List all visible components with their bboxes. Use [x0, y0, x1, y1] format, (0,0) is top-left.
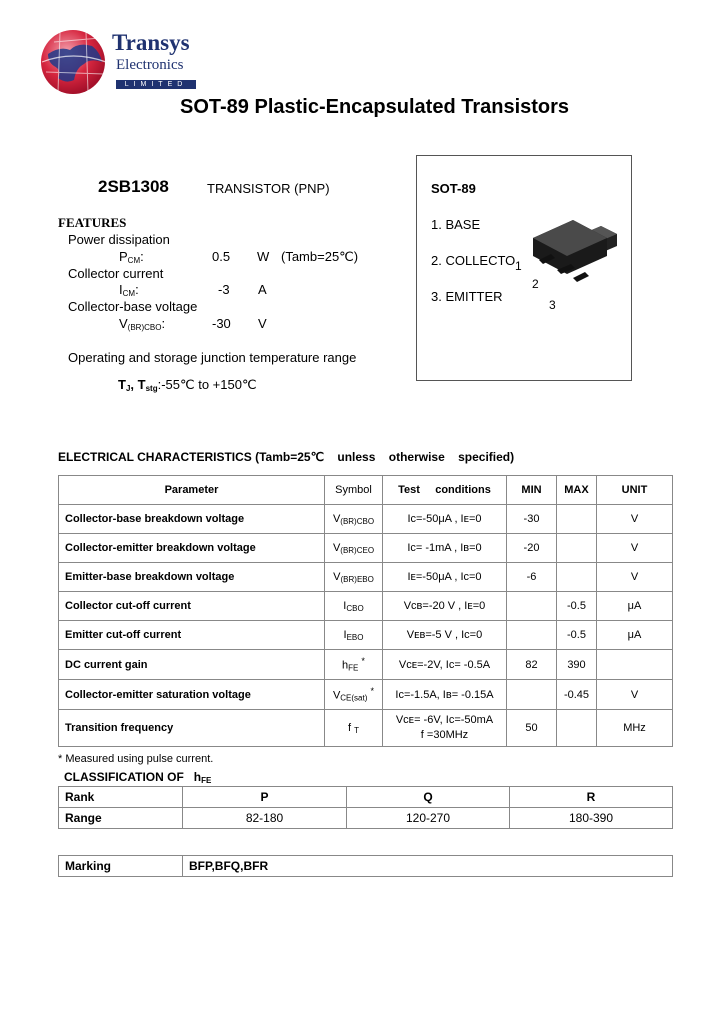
- power-label: Power dissipation: [68, 232, 170, 247]
- max-cell: [557, 505, 597, 534]
- marking-label: Marking: [59, 856, 183, 877]
- param-cell: Emitter-base breakdown voltage: [59, 563, 325, 592]
- condition-cell: Iᴄ= -1mA , Iʙ=0: [383, 534, 507, 563]
- pin-number-3: 3: [549, 298, 556, 312]
- condition-line-1: Vᴄᴇ= -6V, Iᴄ=-50mA: [395, 714, 494, 726]
- param-cell: Collector cut-off current: [59, 592, 325, 621]
- part-number: 2SB1308: [98, 177, 169, 196]
- vcbo-label: Collector-base voltage: [68, 299, 198, 314]
- sym: f: [347, 721, 352, 734]
- condition-cell: Iᴇ=-50μA , Iᴄ=0: [383, 563, 507, 592]
- min-cell: -20: [507, 534, 557, 563]
- param-cell: Collector-emitter breakdown voltage: [59, 534, 325, 563]
- max-cell: -0.5: [557, 621, 597, 650]
- temp-range-value: :-55℃ to +150℃: [157, 377, 257, 392]
- sym-star: *: [370, 686, 375, 697]
- unit-cell: V: [597, 505, 673, 534]
- condition-cell: Vᴇʙ=-5 V , Iᴄ=0: [383, 621, 507, 650]
- min-cell: [507, 680, 557, 710]
- param-cell: Collector-emitter saturation voltage: [59, 680, 325, 710]
- symbol-cell: [325, 592, 383, 621]
- param-cell: Transition frequency: [59, 710, 325, 747]
- classification-title: CLASSIFICATION OF: [64, 770, 184, 784]
- unit-cell: V: [597, 680, 673, 710]
- icm-symbol: [119, 282, 139, 298]
- max-cell: [557, 563, 597, 592]
- temp-range: $T_J$, $T_{stg}:-55℃$ to +150℃: [118, 377, 257, 393]
- unit-cell: MHz: [597, 710, 673, 747]
- rank-cell: P: [183, 787, 347, 808]
- sym-sub: CBO: [346, 603, 364, 613]
- max-cell: -0.45: [557, 680, 597, 710]
- brand-limited-bar: [116, 80, 196, 89]
- header-parameter: Parameter: [59, 476, 325, 505]
- condition-cell: Vᴄᴇ=-2V, Iᴄ= -0.5A: [383, 650, 507, 680]
- min-cell: 82: [507, 650, 557, 680]
- electrical-table: [58, 475, 673, 747]
- pin-1-label: 1. BASE: [431, 217, 481, 232]
- max-cell: -0.5: [557, 592, 597, 621]
- marking-row: [59, 856, 673, 877]
- min-cell: -30: [507, 505, 557, 534]
- vcbo-symbol: [119, 316, 165, 332]
- rank-table: [58, 786, 673, 829]
- pcm-sub: CM: [127, 256, 141, 265]
- hfe-sym: h: [193, 770, 202, 784]
- icm-value: -3: [218, 282, 230, 297]
- range-cell: 120-270: [347, 808, 510, 829]
- symbol-cell: [325, 680, 383, 710]
- marking-table: [58, 855, 673, 877]
- classification-heading: [64, 770, 211, 785]
- part-type: TRANSISTOR (PNP): [207, 181, 330, 196]
- collector-current-label: Collector current: [68, 266, 164, 281]
- brand-name: Transys: [112, 30, 190, 55]
- unit-cell: V: [597, 563, 673, 592]
- table-row: [59, 563, 673, 592]
- package-box: [416, 155, 632, 381]
- min-cell: [507, 621, 557, 650]
- unit-cell: [597, 650, 673, 680]
- transys-logo-globe: [40, 28, 108, 96]
- sot89-package-drawing: [517, 216, 627, 306]
- range-cell: 180-390: [510, 808, 673, 829]
- header-unit: UNIT: [597, 476, 673, 505]
- icm-sym: I: [119, 282, 123, 297]
- sym: h: [342, 659, 349, 672]
- range-cell: 82-180: [183, 808, 347, 829]
- min-cell: [507, 592, 557, 621]
- icm-unit: A: [258, 282, 267, 297]
- table-row: [59, 592, 673, 621]
- rank-row: [59, 787, 673, 808]
- vcbo-colon: :: [161, 316, 166, 331]
- sym-sub: (BR)CEO: [340, 545, 375, 555]
- pcm-sym: P: [119, 249, 128, 264]
- condition-cell: Vᴄʙ=-20 V , Iᴇ=0: [383, 592, 507, 621]
- header-test-conditions: Test conditions: [383, 476, 507, 505]
- temp-range-label: Operating and storage junction temperature range: [68, 350, 357, 365]
- condition-cell: [383, 710, 507, 747]
- rank-cell: R: [510, 787, 673, 808]
- features-heading: FEATURES: [58, 215, 127, 230]
- symbol-cell: [325, 534, 383, 563]
- table-row: [59, 505, 673, 534]
- symbol-cell: [325, 621, 383, 650]
- hfe-sub: FE: [201, 776, 212, 785]
- pcm-value: 0.5: [212, 249, 231, 264]
- param-cell: DC current gain: [59, 650, 325, 680]
- table-row: [59, 534, 673, 563]
- sym: V: [332, 541, 341, 554]
- sym-sub: CE(sat): [340, 693, 368, 703]
- brand-limited-label: LIMITED: [124, 81, 188, 88]
- min-cell: -6: [507, 563, 557, 592]
- table-header-row: [59, 476, 673, 505]
- tj-sub: J: [125, 384, 131, 393]
- symbol-cell: [325, 563, 383, 592]
- sym: I: [343, 628, 347, 641]
- vcbo-unit: V: [258, 316, 267, 331]
- marking-value: BFP,BFQ,BFR: [183, 856, 673, 877]
- rank-label: Rank: [59, 787, 183, 808]
- footnote: * Measured using pulse current.: [58, 753, 214, 765]
- max-cell: 390: [557, 650, 597, 680]
- sym-sub: (BR)CBO: [340, 516, 375, 526]
- symbol-cell: [325, 710, 383, 747]
- vcbo-sym: V: [119, 316, 128, 331]
- range-label: Range: [59, 808, 183, 829]
- max-cell: [557, 710, 597, 747]
- condition-line-2: f =30MHz: [420, 729, 469, 741]
- rank-cell: Q: [347, 787, 510, 808]
- icm-colon: :: [135, 282, 139, 297]
- pcm-colon: :: [140, 249, 144, 264]
- table-row: [59, 680, 673, 710]
- condition-cell: Iᴄ=-1.5A, Iʙ= -0.15A: [383, 680, 507, 710]
- unit-cell: μA: [597, 621, 673, 650]
- range-row: [59, 808, 673, 829]
- unit-cell: μA: [597, 592, 673, 621]
- sym: V: [333, 570, 341, 583]
- sym-sub: FE: [348, 663, 359, 673]
- pcm-note: (Tamb=25℃): [281, 249, 359, 264]
- symbol-cell: [325, 650, 383, 680]
- sym: V: [332, 512, 341, 525]
- sym-star: *: [361, 656, 365, 667]
- vcbo-sub: (BR)CBO: [127, 323, 162, 332]
- sym: I: [343, 599, 347, 612]
- header-min: MIN: [507, 476, 557, 505]
- package-title: SOT-89: [431, 181, 476, 196]
- pin-2-label: 2. COLLECTO: [431, 253, 516, 268]
- pcm-unit: W: [257, 249, 270, 264]
- pin-3-label: 3. EMITTER: [431, 289, 503, 304]
- pin-number-2: 2: [532, 277, 539, 291]
- brand-sub: Electronics: [116, 57, 184, 73]
- vcbo-value: -30: [212, 316, 231, 331]
- sym: V: [332, 689, 341, 702]
- table-row: [59, 710, 673, 747]
- sym-sub: EBO: [346, 632, 364, 642]
- page-title: SOT-89 Plastic-Encapsulated Transistors: [180, 96, 570, 118]
- table-row: [59, 621, 673, 650]
- tj-sym: T: [118, 377, 126, 392]
- pin-number-1: 1: [515, 259, 522, 273]
- icm-sub: CM: [122, 289, 136, 298]
- sym-sub: (BR)EBO: [340, 574, 374, 584]
- header-max: MAX: [557, 476, 597, 505]
- max-cell: [557, 534, 597, 563]
- param-cell: Collector-base breakdown voltage: [59, 505, 325, 534]
- electrical-heading: ELECTRICAL CHARACTERISTICS (Tamb=25℃ unless otherwise specified): [58, 450, 515, 464]
- min-cell: 50: [507, 710, 557, 747]
- tstg-sub: stg: [145, 384, 158, 393]
- condition-cell: Iᴄ=-50μA , Iᴇ=0: [383, 505, 507, 534]
- header-symbol: Symbol: [325, 476, 383, 505]
- unit-cell: V: [597, 534, 673, 563]
- pcm-symbol: [119, 249, 144, 265]
- tstg-sym: T: [137, 377, 146, 392]
- param-cell: Emitter cut-off current: [59, 621, 325, 650]
- sym-sub: T: [354, 725, 359, 735]
- symbol-cell: [325, 505, 383, 534]
- table-row: [59, 650, 673, 680]
